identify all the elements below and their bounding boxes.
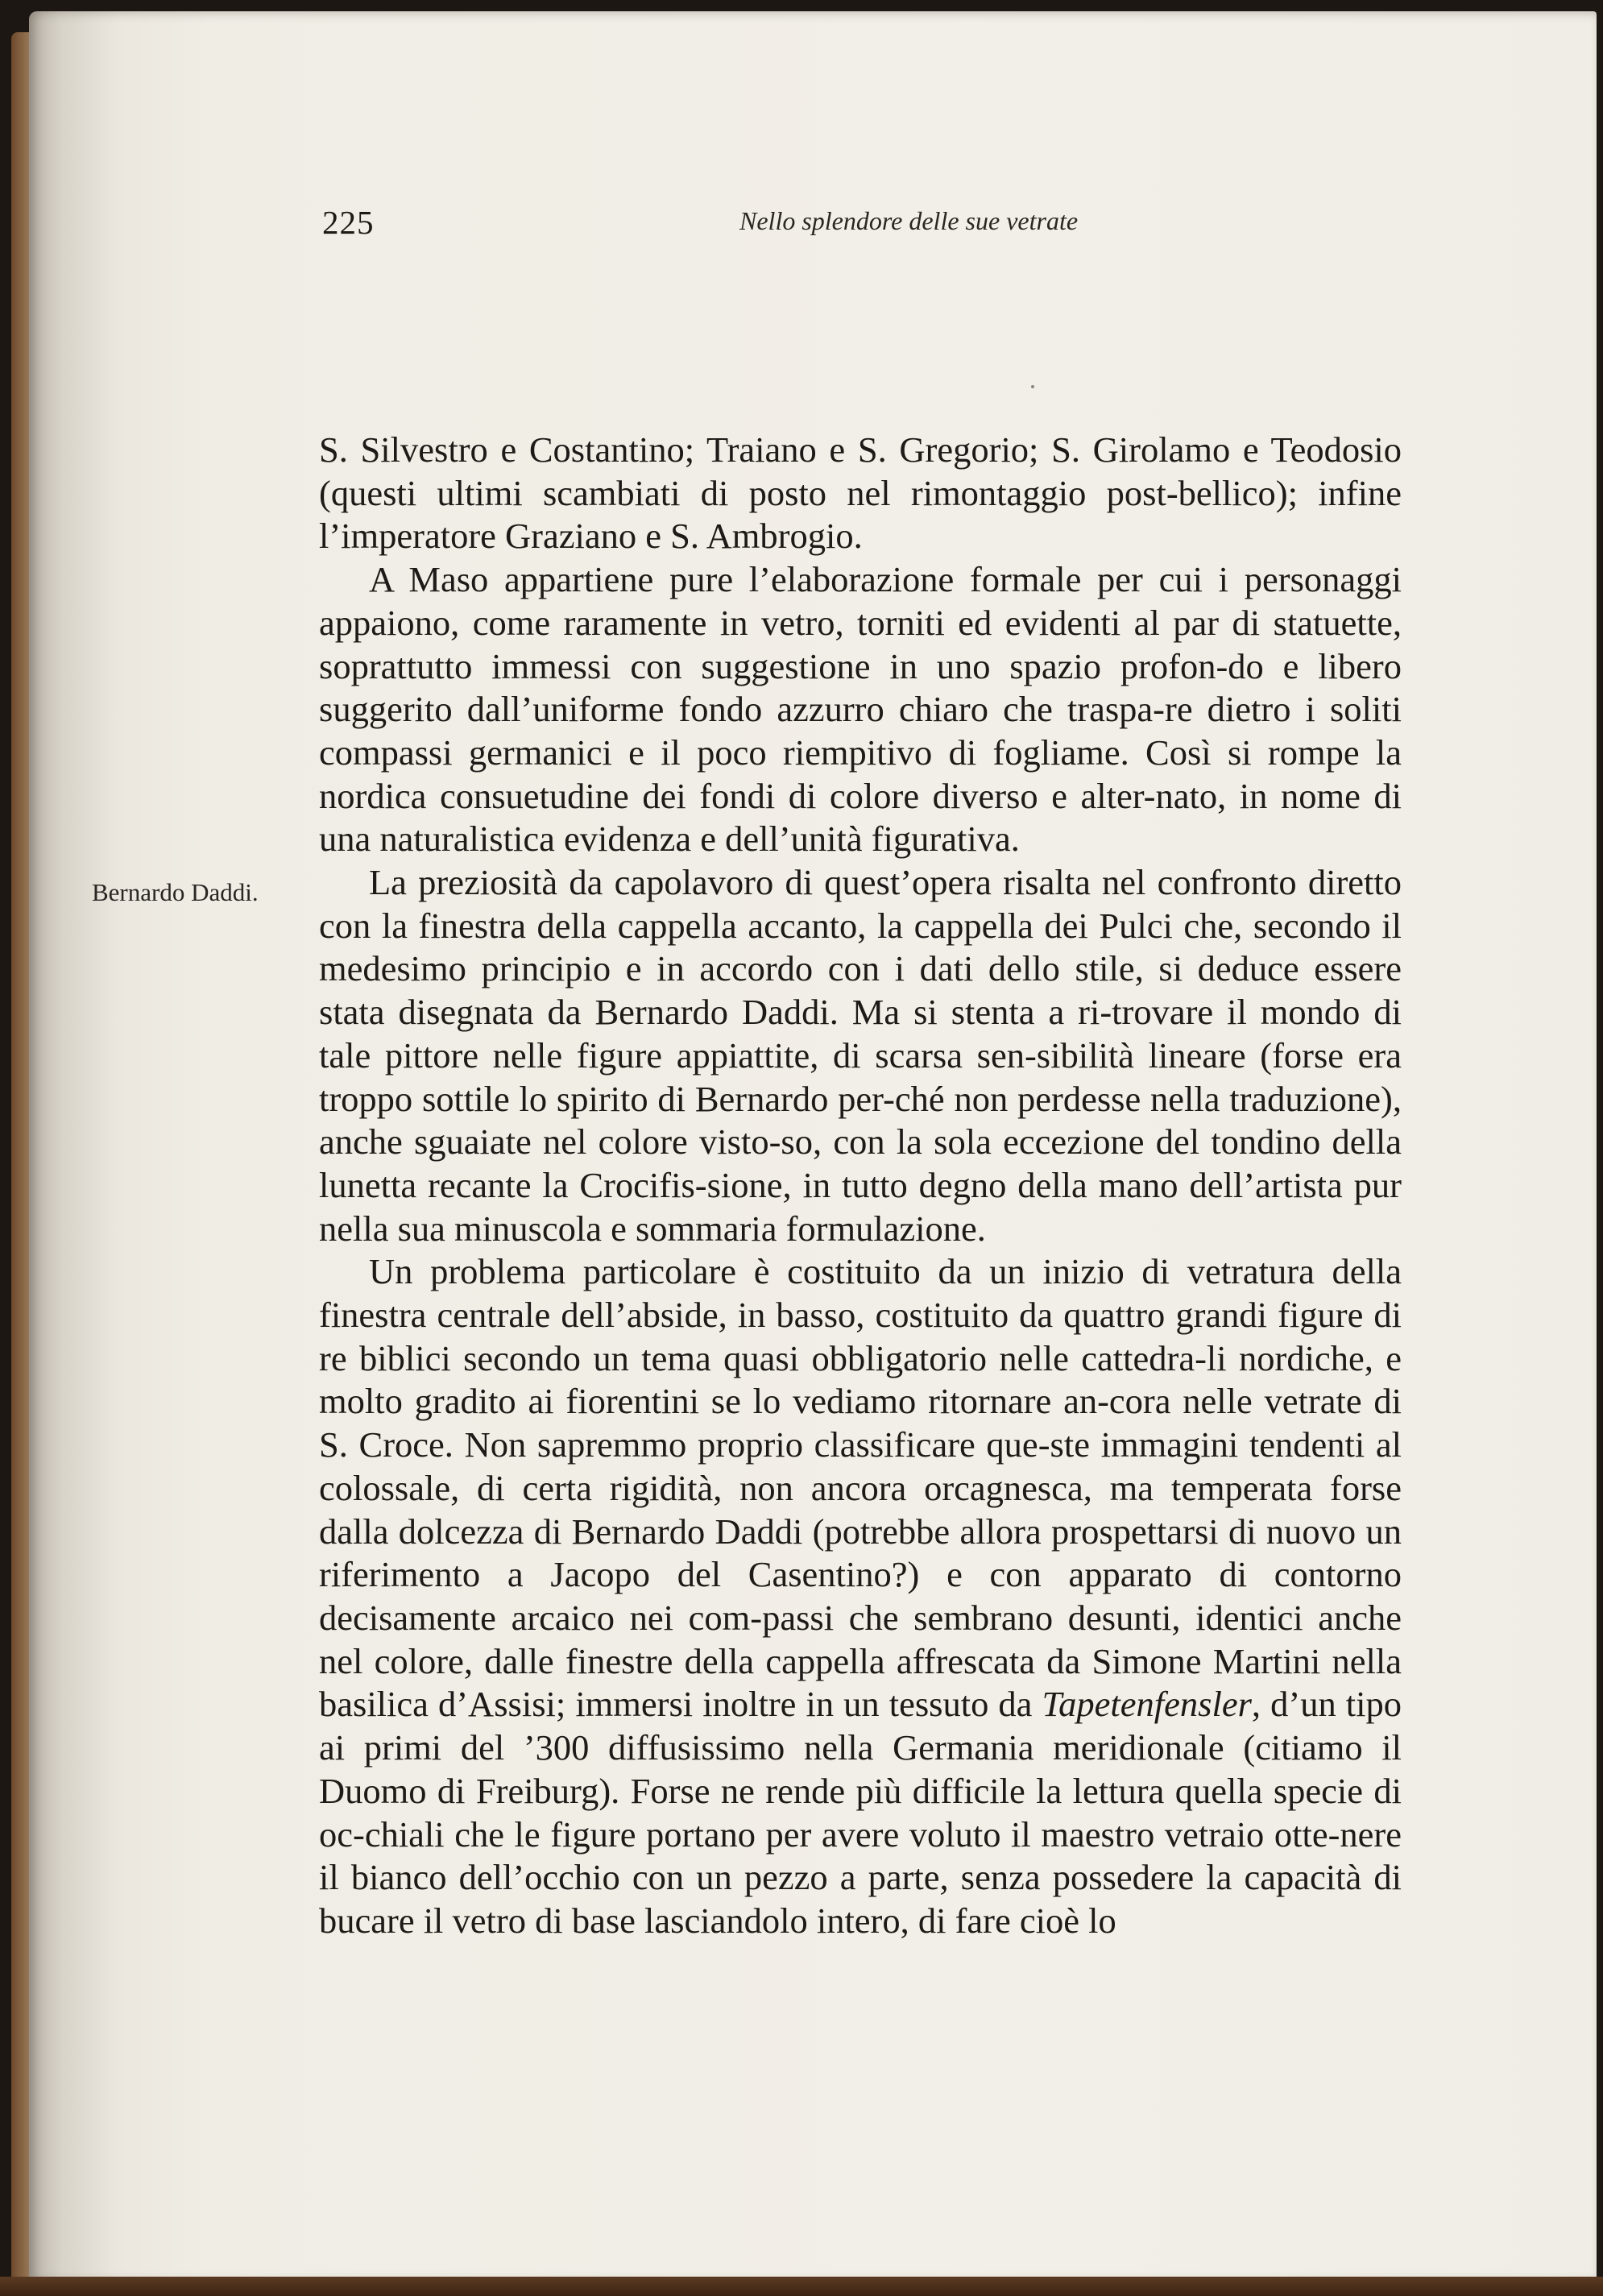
paragraph-4-italic-term: Tapetenfensler — [1042, 1684, 1252, 1725]
paragraph-4-text-after: , d’un tipo ai primi del ’300 diffusissimo nella Germania meridionale (citiamo il Duomo di Freiburg). Forse ne rende più difficile la lettura quella specie di oc-chiali che le figure portano per avere voluto il maestro vetraio otte-nere il bianco dell’occhio con un pezzo a parte, senza possedere la capacità di bucare il vetro di base lasciandolo intero, di fare cioè lo — [319, 1684, 1402, 1941]
paragraph-4-text-before: Un problema particolare è costituito da un inizio di vetratura della finestra centrale dell’abside, in basso, costituito da quattro grandi figure di re biblici secondo un tema quasi obbligatorio nelle cattedra-li nordiche, e molto gradito ai fiorentini se lo vediamo ritornare an-cora nelle vetrate di S. Croce. Non sapremmo proprio classificare que-ste immagini tendenti al colossale, di certa rigidità, non ancora orcagnesca, ma temperata forse dalla dolcezza di Bernardo Daddi (potrebbe allora prospettarsi di nuovo un riferimento a Jacopo del Casentino?) e con apparato di contorno decisamente arcaico nei com-passi che sembrano desunti, identici anche nel colore, dalle finestre della cappella affrescata da Simone Martini nella basilica d’Assisi; immersi inoltre in un tessuto da — [319, 1251, 1402, 1725]
running-title: Nello splendore delle sue vetrate — [739, 206, 1079, 235]
book-cover-edge — [0, 2277, 1603, 2296]
paragraph-4 — [319, 1250, 1402, 1942]
body-text — [319, 429, 1402, 1943]
ink-speck — [1031, 385, 1034, 388]
paragraph-3: La preziosità da capolavoro di quest’opera risalta nel confronto diretto con la finestra della cappella accanto, la cappella dei Pulci che, secondo il medesimo principio e in accordo con i dati dello stile, si deduce essere stata disegnata da Bernardo Daddi. Ma si stenta a ri-trovare il mondo di tale pittore nelle figure appiattite, di scarsa sen-sibilità lineare (forse era troppo sottile lo spirito di Bernardo per-ché non perdesse nella traduzione), anche sguaiate nel colore visto-so, con la sola eccezione del tondino della lunetta recante la Crocifis-sione, in tutto degno della mano dell’artista pur nella sua minuscola e sommaria formulazione. — [319, 862, 1402, 1249]
margin-note: Bernardo Daddi. — [92, 878, 259, 906]
page-number: 225 — [322, 204, 375, 241]
paragraph-1: S. Silvestro e Costantino; Traiano e S. Gregorio; S. Girolamo e Teodosio (questi ultimi scambiati di posto nel rimontaggio post-bellico); infine l’imperatore Graziano e S. Ambrogio. — [319, 429, 1402, 557]
paragraph-2: A Maso appartiene pure l’elaborazione formale per cui i personaggi appaiono, come raramente in vetro, torniti ed evidenti al par di statuette, soprattutto immessi con suggestione in uno spazio profon-do e libero suggerito dall’uniforme fondo azzurro chiaro che traspa-re dietro i soliti compassi germanici e il poco riempitivo di fogliame. Così si rompe la nordica consuetudine dei fondi di colore diverso e alter-nato, in nome di una naturalistica evidenza e dell’unità figurativa. — [319, 559, 1402, 860]
